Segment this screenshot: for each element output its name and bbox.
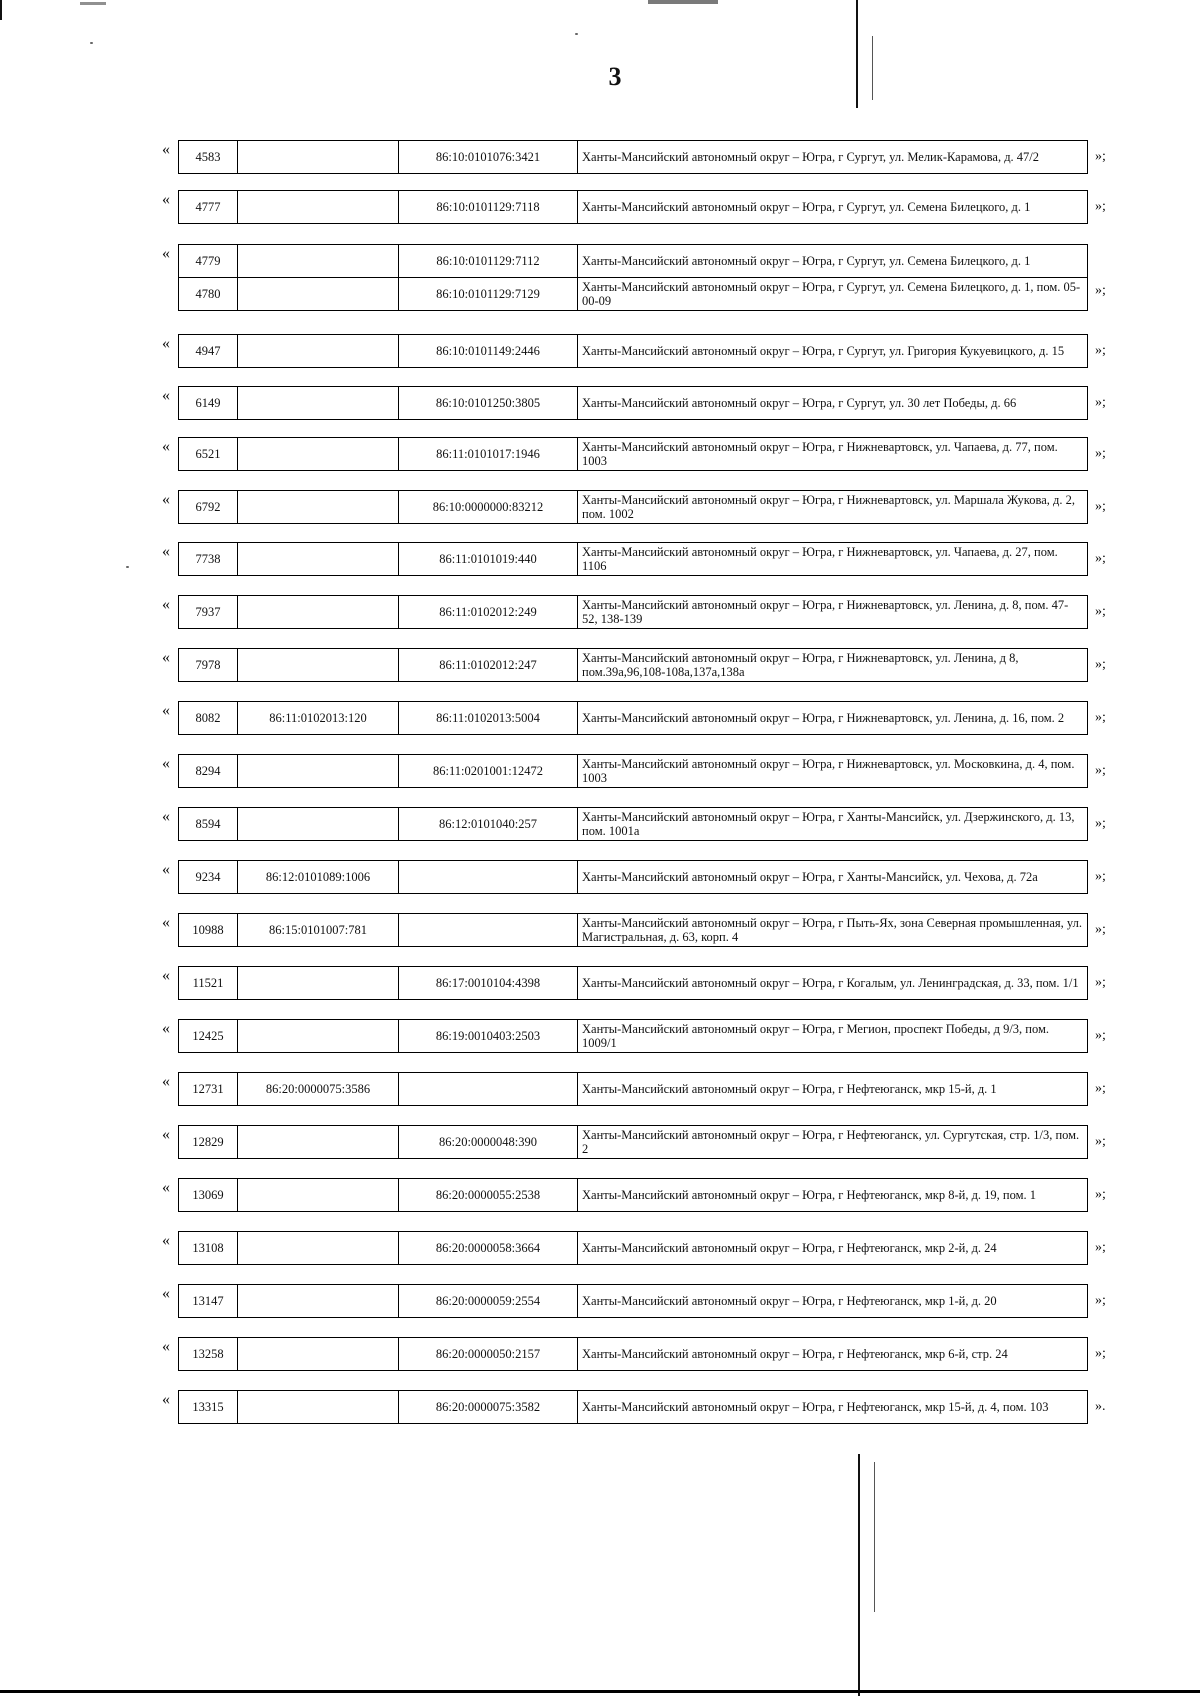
open-quote: « [162,861,170,878]
open-quote: « [162,245,170,262]
scan-artifact-top-center [648,0,718,4]
old-cadastral-number [238,491,399,524]
table-row [179,335,1088,368]
row-number: 6149 [179,387,238,420]
open-quote: « [162,141,170,158]
cadastral-number: 86:10:0000000:83212 [399,491,578,524]
table-row [179,1338,1088,1371]
close-quote: »; [1095,975,1106,990]
cadastral-number: 86:10:0101250:3805 [399,387,578,420]
row-number: 12425 [179,1020,238,1053]
cadastral-number: 86:19:0010403:2503 [399,1020,578,1053]
old-cadastral-number [238,1020,399,1053]
old-cadastral-number [238,141,399,174]
cadastral-number: 86:12:0101040:257 [399,808,578,841]
table-row [179,755,1088,788]
address: Ханты-Мансийский автономный округ – Югра, г Нефтеюганск, ул. Сургутская, стр. 1/3, пом. 2 [578,1126,1088,1159]
table-row [179,1232,1088,1265]
cadastral-number: 86:20:0000058:3664 [399,1232,578,1265]
open-quote: « [162,808,170,825]
cadastral-number: 86:10:0101129:7112 [399,245,578,278]
close-quote: »; [1095,395,1106,410]
old-cadastral-number [238,755,399,788]
row-number: 8082 [179,702,238,735]
old-cadastral-number: 86:11:0102013:120 [238,702,399,735]
table-row [179,1391,1088,1424]
row-number: 4780 [179,278,238,311]
old-cadastral-number [238,543,399,576]
cadastral-number: 86:11:0102012:247 [399,649,578,682]
close-quote: »; [1095,499,1106,514]
open-quote: « [162,387,170,404]
row-number: 6792 [179,491,238,524]
close-quote: »; [1095,922,1106,937]
old-cadastral-number [238,1232,399,1265]
old-cadastral-number: 86:20:0000075:3586 [238,1073,399,1106]
row-number: 4777 [179,191,238,224]
address: Ханты-Мансийский автономный округ – Югра, г Нижневартовск, ул. Маршала Жукова, д. 2, пом. 1002 [578,491,1088,524]
record-table [178,1178,1088,1212]
open-quote: « [162,1285,170,1302]
row-number: 13258 [179,1338,238,1371]
record-table [178,595,1088,629]
cadastral-number: 86:10:0101129:7129 [399,278,578,311]
old-cadastral-number [238,438,399,471]
old-cadastral-number [238,808,399,841]
record-table [178,1390,1088,1424]
scan-speck [90,42,93,44]
close-quote: »; [1095,283,1106,298]
cadastral-number: 86:11:0101017:1946 [399,438,578,471]
address: Ханты-Мансийский автономный округ – Югра, г Нефтеюганск, мкр 8-й, д. 19, пом. 1 [578,1179,1088,1212]
close-quote: »; [1095,763,1106,778]
close-quote: »; [1095,657,1106,672]
open-quote: « [162,1391,170,1408]
open-quote: « [162,1179,170,1196]
open-quote: « [162,596,170,613]
row-number: 13147 [179,1285,238,1318]
close-quote: »; [1095,816,1106,831]
table-row [179,702,1088,735]
row-number: 11521 [179,967,238,1000]
open-quote: « [162,543,170,560]
open-quote: « [162,914,170,931]
table-row [179,245,1088,278]
scan-bottom-edge [0,1690,1200,1693]
close-quote: »; [1095,343,1106,358]
close-quote: »; [1095,710,1106,725]
table-row [179,491,1088,524]
table-row [179,649,1088,682]
record-table [178,754,1088,788]
close-quote: »; [1095,1134,1106,1149]
open-quote: « [162,335,170,352]
address: Ханты-Мансийский автономный округ – Югра, г Сургут, ул. Семена Билецкого, д. 1 [578,245,1088,278]
record-table [178,701,1088,735]
open-quote: « [162,1338,170,1355]
row-number: 4583 [179,141,238,174]
address: Ханты-Мансийский автономный округ – Югра, г Ханты-Мансийск, ул. Дзержинского, д. 13, пом. 1001а [578,808,1088,841]
cadastral-number: 86:20:0000055:2538 [399,1179,578,1212]
open-quote: « [162,1073,170,1090]
record-table [178,807,1088,841]
row-number: 13108 [179,1232,238,1265]
record-table [178,244,1088,311]
record-table [178,1072,1088,1106]
old-cadastral-number [238,649,399,682]
address: Ханты-Мансийский автономный округ – Югра, г Нижневартовск, ул. Чапаева, д. 27, пом. 1106 [578,543,1088,576]
address: Ханты-Мансийский автономный округ – Югра, г Нижневартовск, ул. Ленина, д. 16, пом. 2 [578,702,1088,735]
table-row [179,1073,1088,1106]
cadastral-number: 86:11:0102012:249 [399,596,578,629]
open-quote: « [162,702,170,719]
cadastral-number: 86:11:0101019:440 [399,543,578,576]
open-quote: « [162,491,170,508]
open-quote: « [162,191,170,208]
old-cadastral-number [238,245,399,278]
row-number: 10988 [179,914,238,947]
close-quote: »; [1095,446,1106,461]
cadastral-number: 86:20:0000075:3582 [399,1391,578,1424]
scan-edge-line-bottom-thin [874,1462,875,1612]
scan-speck [126,566,129,568]
scan-artifact-top-left [80,2,106,5]
table-row [179,1020,1088,1053]
address: Ханты-Мансийский автономный округ – Югра, г Нефтеюганск, мкр 1-й, д. 20 [578,1285,1088,1318]
address: Ханты-Мансийский автономный округ – Югра, г Сургут, ул. Мелик-Карамова, д. 47/2 [578,141,1088,174]
address: Ханты-Мансийский автономный округ – Югра, г Нефтеюганск, мкр 6-й, стр. 24 [578,1338,1088,1371]
table-row [179,596,1088,629]
address: Ханты-Мансийский автономный округ – Югра, г Мегион, проспект Победы, д 9/3, пом. 1009/1 [578,1020,1088,1053]
old-cadastral-number [238,1179,399,1212]
address: Ханты-Мансийский автономный округ – Югра, г Сургут, ул. Семена Билецкого, д. 1 [578,191,1088,224]
table-row [179,1126,1088,1159]
row-number: 8594 [179,808,238,841]
close-quote: »; [1095,551,1106,566]
table-row [179,278,1088,311]
close-quote: »; [1095,1293,1106,1308]
cadastral-number: 86:11:0102013:5004 [399,702,578,735]
address: Ханты-Мансийский автономный округ – Югра, г Пыть-Ях, зона Северная промышленная, ул. Магистральная, д. 63, корп. 4 [578,914,1088,947]
row-number: 7978 [179,649,238,682]
table-row [179,1285,1088,1318]
record-table [178,1019,1088,1053]
old-cadastral-number [238,596,399,629]
close-quote: »; [1095,199,1106,214]
address: Ханты-Мансийский автономный округ – Югра, г Нефтеюганск, мкр 2-й, д. 24 [578,1232,1088,1265]
scan-edge-line-bottom [858,1454,860,1696]
row-number: 13315 [179,1391,238,1424]
table-row [179,967,1088,1000]
row-number: 8294 [179,755,238,788]
old-cadastral-number [238,191,399,224]
address: Ханты-Мансийский автономный округ – Югра, г Нефтеюганск, мкр 15-й, д. 1 [578,1073,1088,1106]
cadastral-number: 86:10:0101076:3421 [399,141,578,174]
cadastral-number [399,861,578,894]
address: Ханты-Мансийский автономный округ – Югра, г Нижневартовск, ул. Чапаева, д. 77, пом. 1003 [578,438,1088,471]
row-number: 9234 [179,861,238,894]
address: Ханты-Мансийский автономный округ – Югра, г Когалым, ул. Ленинградская, д. 33, пом. 1/1 [578,967,1088,1000]
old-cadastral-number [238,335,399,368]
row-number: 6521 [179,438,238,471]
table-row [179,808,1088,841]
record-table [178,334,1088,368]
record-table [178,140,1088,174]
record-table [178,1231,1088,1265]
record-table [178,648,1088,682]
table-row [179,141,1088,174]
table-row [179,438,1088,471]
scan-left-edge [0,0,2,20]
old-cadastral-number [238,387,399,420]
cadastral-number: 86:11:0201001:12472 [399,755,578,788]
address: Ханты-Мансийский автономный округ – Югра, г Нижневартовск, ул. Московкина, д. 4, пом. 1003 [578,755,1088,788]
open-quote: « [162,1126,170,1143]
table-row [179,543,1088,576]
open-quote: « [162,755,170,772]
close-quote: »; [1095,1081,1106,1096]
open-quote: « [162,649,170,666]
record-table [178,966,1088,1000]
row-number: 7937 [179,596,238,629]
record-table [178,386,1088,420]
table-row [179,914,1088,947]
record-table [178,542,1088,576]
close-quote: »; [1095,1240,1106,1255]
old-cadastral-number [238,1338,399,1371]
cadastral-number [399,914,578,947]
cadastral-number: 86:20:0000050:2157 [399,1338,578,1371]
close-quote: ». [1095,1399,1106,1414]
old-cadastral-number [238,278,399,311]
record-table [178,913,1088,947]
scan-speck [575,33,578,35]
row-number: 12829 [179,1126,238,1159]
address: Ханты-Мансийский автономный округ – Югра, г Сургут, ул. Григория Кукуевицкого, д. 15 [578,335,1088,368]
address: Ханты-Мансийский автономный округ – Югра, г Нижневартовск, ул. Ленина, д 8, пом.39а,96,108-108а,137а,138а [578,649,1088,682]
open-quote: « [162,1020,170,1037]
cadastral-number: 86:17:0010104:4398 [399,967,578,1000]
cadastral-number [399,1073,578,1106]
old-cadastral-number: 86:12:0101089:1006 [238,861,399,894]
table-row [179,1179,1088,1212]
row-number: 4947 [179,335,238,368]
open-quote: « [162,967,170,984]
row-number: 12731 [179,1073,238,1106]
old-cadastral-number [238,967,399,1000]
close-quote: »; [1095,869,1106,884]
record-table [178,437,1088,471]
open-quote: « [162,438,170,455]
open-quote: « [162,1232,170,1249]
close-quote: »; [1095,1346,1106,1361]
scan-edge-line-top-thin [872,36,873,100]
close-quote: »; [1095,1028,1106,1043]
address: Ханты-Мансийский автономный округ – Югра, г Нижневартовск, ул. Ленина, д. 8, пом. 47-52, 138-139 [578,596,1088,629]
cadastral-number: 86:20:0000048:390 [399,1126,578,1159]
record-table [178,490,1088,524]
row-number: 4779 [179,245,238,278]
cadastral-number: 86:10:0101149:2446 [399,335,578,368]
page-number: 3 [608,62,622,91]
table-row [179,191,1088,224]
address: Ханты-Мансийский автономный округ – Югра, г Сургут, ул. Семена Билецкого, д. 1, пом. 05-00-09 [578,278,1088,311]
table-row [179,861,1088,894]
record-table [178,190,1088,224]
old-cadastral-number [238,1285,399,1318]
cadastral-number: 86:10:0101129:7118 [399,191,578,224]
address: Ханты-Мансийский автономный округ – Югра, г Ханты-Мансийск, ул. Чехова, д. 72а [578,861,1088,894]
record-table [178,1337,1088,1371]
close-quote: »; [1095,604,1106,619]
close-quote: »; [1095,149,1106,164]
row-number: 7738 [179,543,238,576]
record-table [178,860,1088,894]
address: Ханты-Мансийский автономный округ – Югра, г Сургут, ул. 30 лет Победы, д. 66 [578,387,1088,420]
row-number: 13069 [179,1179,238,1212]
old-cadastral-number: 86:15:0101007:781 [238,914,399,947]
old-cadastral-number [238,1391,399,1424]
scan-edge-line-top [856,0,858,108]
cadastral-number: 86:20:0000059:2554 [399,1285,578,1318]
address: Ханты-Мансийский автономный округ – Югра, г Нефтеюганск, мкр 15-й, д. 4, пом. 103 [578,1391,1088,1424]
table-row [179,387,1088,420]
close-quote: »; [1095,1187,1106,1202]
old-cadastral-number [238,1126,399,1159]
record-table [178,1125,1088,1159]
record-table [178,1284,1088,1318]
